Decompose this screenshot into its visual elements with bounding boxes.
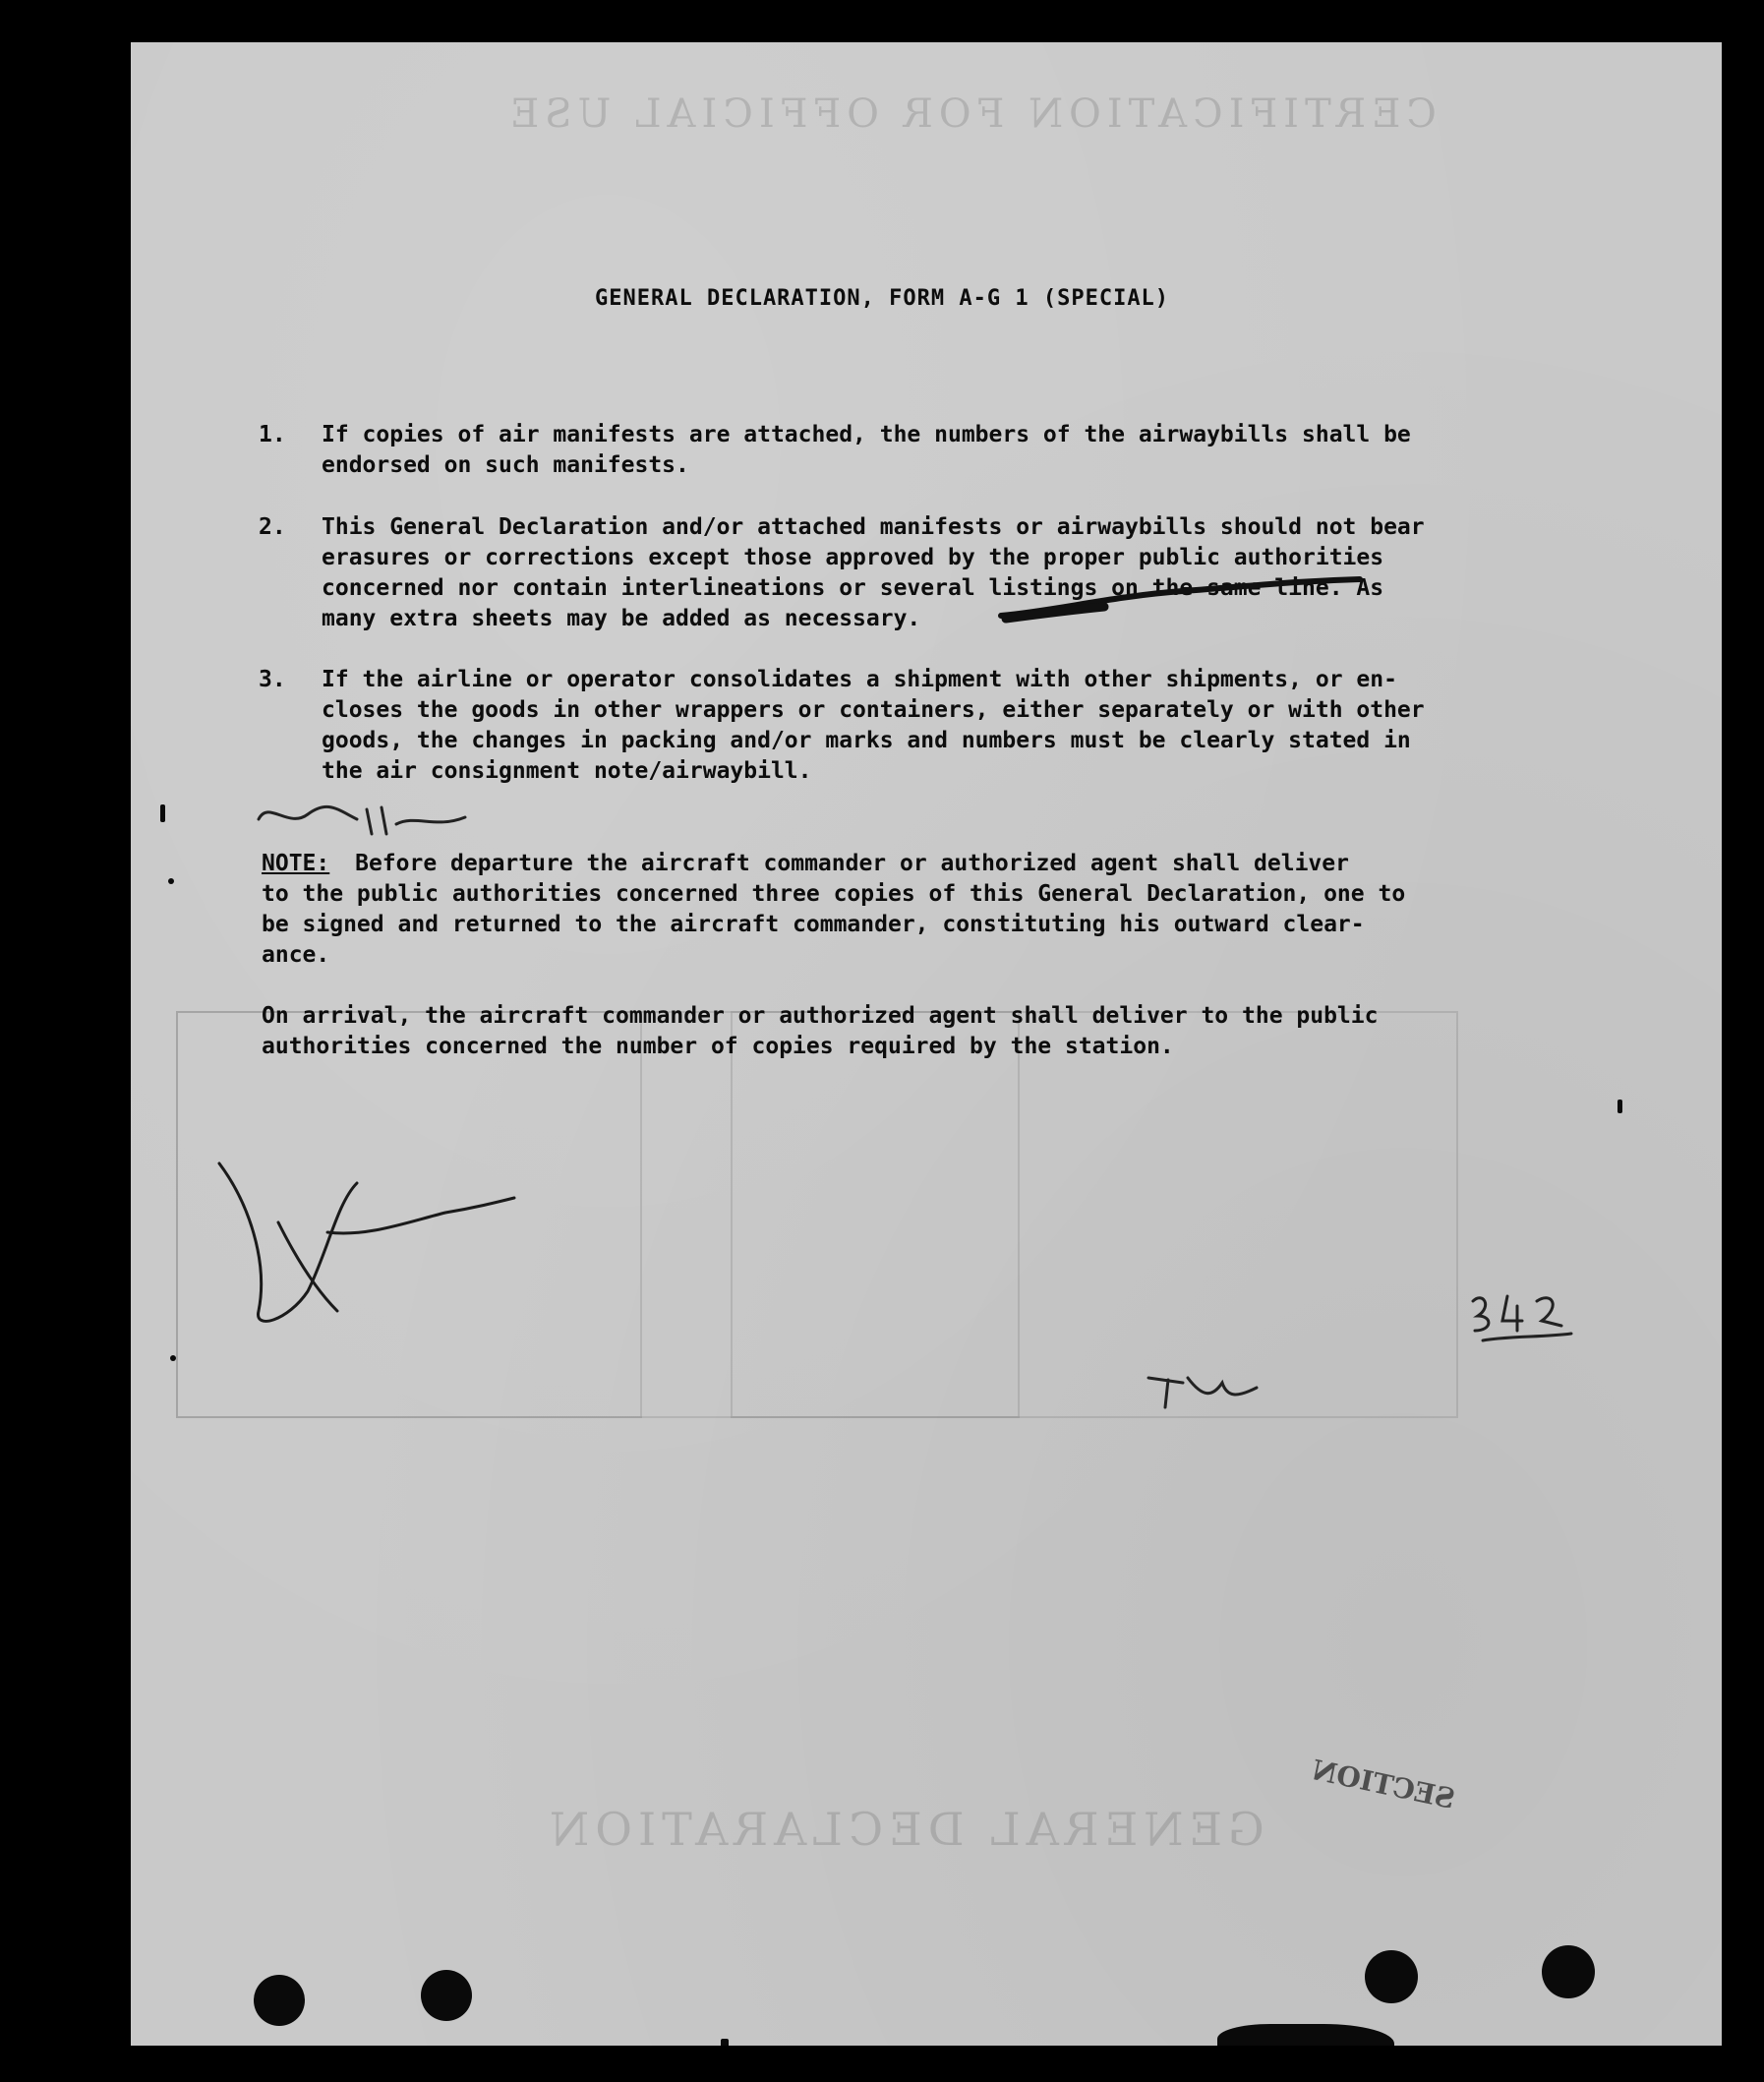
reverse-stamp: SECTION [1309,1753,1458,1816]
note-first-line [262,849,1579,879]
handwritten-mark-center [1144,1368,1262,1417]
show-through-footer: GENERAL DECLARATION [544,1803,1264,1856]
item-number: 3. [259,667,286,692]
item-text [322,665,1566,787]
note-line: be signed and returned to the aircraft commander, constituting his outward clear- [262,912,1365,937]
speck [721,2039,729,2046]
handwritten-number-right [1463,1286,1581,1355]
signature-mark [209,1144,524,1340]
instruction-item-3 [259,665,1566,787]
item-line: This General Declaration and/or attached manifests or airwaybills should not bear [322,514,1425,540]
speck [160,804,165,822]
item-text [322,420,1566,481]
item-line: If copies of air manifests are attached, the numbers of the airwaybills shall be [322,422,1411,447]
instruction-item-1 [259,420,1566,481]
item-line: goods, the changes in packing and/or marks and numbers must be clearly stated in [322,728,1411,753]
item-line: many extra sheets may be added as necessary. [322,606,921,631]
item-number: 2. [259,514,286,540]
document-title: GENERAL DECLARATION, FORM A-G 1 (SPECIAL) [595,286,1170,311]
show-through-table-col-2 [731,1011,1020,1418]
arrival-line: authorities concerned the number of copies required by the station. [262,1034,1174,1059]
instruction-item-2 [259,512,1566,634]
binder-hole [1365,1950,1418,2003]
note-line: Before departure the aircraft commander or authorized agent shall deliver [355,851,1349,876]
note-section [262,849,1579,971]
item-line: endorsed on such manifests. [322,452,689,478]
note-label: NOTE: [262,851,330,876]
handwritten-annotation [249,790,485,849]
document-page [131,42,1722,2046]
binder-hole [1542,1945,1595,1998]
note-line: to the public authorities concerned three copies of this General Declaration, one to [262,881,1406,907]
strikethrough-scribble [996,571,1370,630]
arrival-line: On arrival, the aircraft commander or authorized agent shall deliver to the public [262,1003,1379,1029]
arrival-section [262,1001,1579,1062]
speck [168,878,174,884]
show-through-header: CERTIFICATION FOR OFFICIAL USE [504,91,1437,137]
binder-hole [254,1975,305,2026]
item-number: 1. [259,422,286,447]
speck [1617,1100,1622,1113]
item-line: concerned nor contain interlineations or several listings on the same line. As [322,575,1384,601]
item-line: closes the goods in other wrappers or containers, either separately or with other [322,697,1425,723]
item-line: erasures or corrections except those approved by the proper public authorities [322,545,1384,570]
item-text [322,512,1566,634]
note-line: ance. [262,942,330,968]
binder-hole [421,1970,472,2021]
item-line: If the airline or operator consolidates a shipment with other shipments, or en- [322,667,1397,692]
torn-edge-mark [1217,2024,1394,2046]
speck [170,1355,176,1361]
item-line: the air consignment note/airwaybill. [322,758,812,784]
